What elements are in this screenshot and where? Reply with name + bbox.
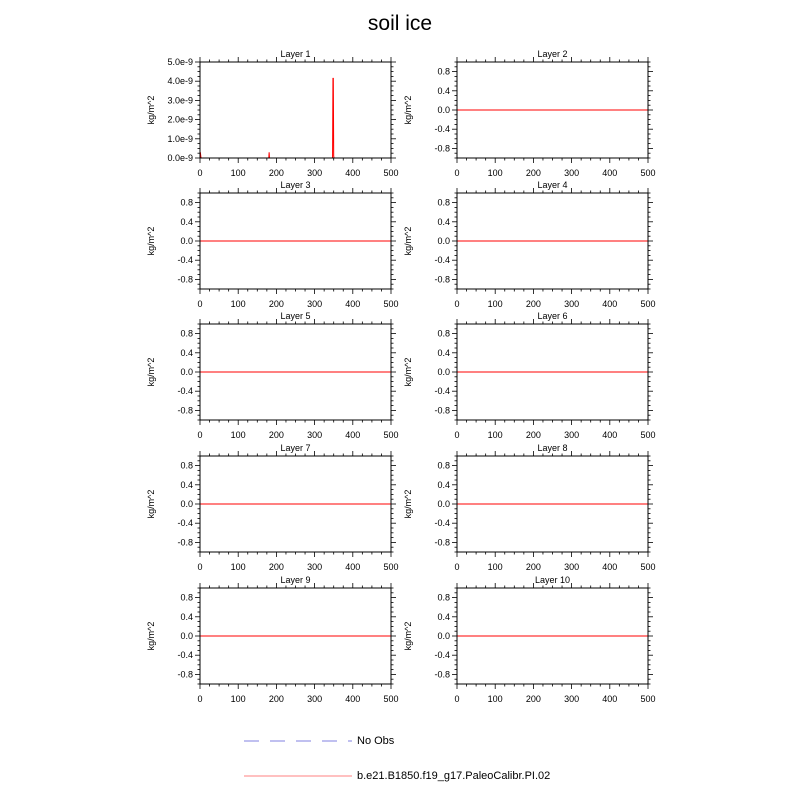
layer-1-title: Layer 1 <box>280 49 311 59</box>
x-tick-label: 400 <box>602 562 618 572</box>
x-tick-label: 0 <box>197 168 203 178</box>
layer-9-panel <box>146 575 399 704</box>
x-tick-label: 300 <box>307 694 323 704</box>
layer-6-ylabel: kg/m^2 <box>403 357 413 387</box>
y-tick-label: -0.4 <box>434 650 450 661</box>
layer-2-title: Layer 2 <box>537 49 568 59</box>
x-tick-label: 400 <box>345 694 361 704</box>
layer-1-ylabel: kg/m^2 <box>146 95 156 125</box>
y-tick-label: 0.8 <box>437 592 450 603</box>
y-tick-label: 0.4 <box>437 216 450 227</box>
x-tick-label: 500 <box>383 694 399 704</box>
x-tick-label: 0 <box>454 299 460 309</box>
y-tick-label: -0.4 <box>177 386 193 397</box>
y-tick-label: 0.8 <box>180 328 193 339</box>
y-tick-label: 0.0 <box>180 367 193 377</box>
x-tick-label: 0 <box>197 430 203 440</box>
x-tick-label: 0 <box>454 562 460 572</box>
x-tick-label: 400 <box>602 299 618 309</box>
layer-8-ylabel: kg/m^2 <box>403 489 413 519</box>
y-tick-label: 3.0e-9 <box>167 95 193 106</box>
x-tick-label: 500 <box>640 562 656 572</box>
y-tick-label: -0.8 <box>434 537 450 548</box>
y-tick-label: 0.4 <box>437 85 450 96</box>
x-tick-label: 200 <box>525 299 541 309</box>
y-tick-label: 1.0e-9 <box>167 133 193 144</box>
x-tick-label: 0 <box>197 299 203 309</box>
x-tick-label: 100 <box>487 430 503 440</box>
layer-7-title: Layer 7 <box>280 443 311 453</box>
x-tick-label: 300 <box>564 168 580 178</box>
y-tick-label: 2.0e-9 <box>167 114 193 125</box>
layer-4-title: Layer 4 <box>537 180 568 190</box>
x-tick-label: 500 <box>383 562 399 572</box>
x-tick-label: 200 <box>525 694 541 704</box>
y-tick-label: 0.8 <box>180 460 193 471</box>
y-tick-label: -0.4 <box>434 386 450 397</box>
x-tick-label: 500 <box>383 168 399 178</box>
x-tick-label: 100 <box>230 430 246 440</box>
x-tick-label: 0 <box>454 430 460 440</box>
x-tick-label: 200 <box>268 299 284 309</box>
layer-8-title: Layer 8 <box>537 443 568 453</box>
x-tick-label: 0 <box>454 168 460 178</box>
layer-10-panel <box>403 575 656 704</box>
x-tick-label: 100 <box>487 168 503 178</box>
y-tick-label: 0.0 <box>437 367 450 377</box>
layer-3-title: Layer 3 <box>280 180 311 190</box>
y-tick-label: -0.8 <box>177 669 193 680</box>
layer-2-ylabel: kg/m^2 <box>403 95 413 125</box>
layer-1-panel <box>146 49 399 178</box>
x-tick-label: 300 <box>564 299 580 309</box>
x-tick-label: 0 <box>197 694 203 704</box>
y-tick-label: -0.4 <box>434 255 450 266</box>
x-tick-label: 300 <box>307 168 323 178</box>
legend-label-no-obs: No Obs <box>357 735 395 747</box>
x-tick-label: 200 <box>268 168 284 178</box>
x-tick-label: 400 <box>345 562 361 572</box>
x-tick-label: 400 <box>345 299 361 309</box>
y-tick-label: 0.8 <box>437 460 450 471</box>
y-tick-label: 0.4 <box>437 347 450 358</box>
y-tick-label: -0.4 <box>177 650 193 661</box>
layer-3-panel <box>146 180 399 309</box>
layer-2-panel <box>403 49 656 178</box>
layer-6-panel <box>403 311 656 440</box>
y-tick-label: 0.4 <box>437 611 450 622</box>
layer-10-ylabel: kg/m^2 <box>403 621 413 651</box>
y-tick-label: 0.8 <box>437 197 450 208</box>
x-tick-label: 100 <box>230 694 246 704</box>
layer-7-ylabel: kg/m^2 <box>146 489 156 519</box>
layer-8-panel <box>403 443 656 572</box>
x-tick-label: 300 <box>564 430 580 440</box>
x-tick-label: 0 <box>454 694 460 704</box>
y-tick-label: 0.0 <box>437 105 450 115</box>
y-tick-label: 0.0 <box>180 631 193 641</box>
x-tick-label: 500 <box>640 430 656 440</box>
layer-4-panel <box>403 180 656 309</box>
y-tick-label: -0.4 <box>177 518 193 529</box>
layer-5-ylabel: kg/m^2 <box>146 357 156 387</box>
x-tick-label: 200 <box>525 430 541 440</box>
x-tick-label: 500 <box>383 430 399 440</box>
y-tick-label: 0.4 <box>180 347 193 358</box>
figure-title: soil ice <box>367 12 433 35</box>
x-tick-label: 200 <box>268 430 284 440</box>
x-tick-label: 400 <box>602 168 618 178</box>
x-tick-label: 100 <box>230 168 246 178</box>
y-tick-label: 0.8 <box>437 66 450 77</box>
x-tick-label: 100 <box>230 299 246 309</box>
y-tick-label: -0.8 <box>177 405 193 416</box>
layer-5-panel <box>146 311 399 440</box>
x-tick-label: 400 <box>345 168 361 178</box>
y-tick-label: 0.4 <box>180 216 193 227</box>
layer-7-panel <box>146 443 399 572</box>
x-tick-label: 500 <box>640 299 656 309</box>
y-tick-label: -0.4 <box>177 255 193 266</box>
x-tick-label: 300 <box>564 562 580 572</box>
x-tick-label: 500 <box>383 299 399 309</box>
y-tick-label: -0.8 <box>177 274 193 285</box>
x-tick-label: 100 <box>230 562 246 572</box>
x-tick-label: 300 <box>564 694 580 704</box>
x-tick-label: 200 <box>268 562 284 572</box>
y-tick-label: 0.0 <box>180 499 193 509</box>
layer-6-title: Layer 6 <box>537 311 568 321</box>
x-tick-label: 400 <box>602 694 618 704</box>
layer-4-ylabel: kg/m^2 <box>403 226 413 256</box>
y-tick-label: 0.0 <box>437 236 450 246</box>
x-tick-label: 300 <box>307 430 323 440</box>
y-tick-label: 0.4 <box>180 479 193 490</box>
y-tick-label: 0.0 <box>437 631 450 641</box>
x-tick-label: 200 <box>525 562 541 572</box>
y-tick-label: -0.8 <box>177 537 193 548</box>
y-tick-label: 0.8 <box>180 592 193 603</box>
layer-1-plot-frame <box>200 62 391 158</box>
y-tick-label: -0.8 <box>434 405 450 416</box>
x-tick-label: 100 <box>487 299 503 309</box>
layer-1-series-line <box>200 78 391 158</box>
layer-5-title: Layer 5 <box>280 311 311 321</box>
y-tick-label: 0.4 <box>437 479 450 490</box>
x-tick-label: 100 <box>487 562 503 572</box>
y-tick-label: -0.8 <box>434 143 450 154</box>
x-tick-label: 200 <box>268 694 284 704</box>
y-tick-label: -0.4 <box>434 518 450 529</box>
y-tick-label: -0.8 <box>434 274 450 285</box>
y-tick-label: 0.8 <box>437 328 450 339</box>
y-tick-label: 0.0e-9 <box>167 153 193 163</box>
y-tick-label: 4.0e-9 <box>167 76 193 87</box>
y-tick-label: -0.4 <box>434 124 450 135</box>
y-tick-label: 0.0 <box>180 236 193 246</box>
y-tick-label: -0.8 <box>434 669 450 680</box>
y-tick-label: 5.0e-9 <box>167 57 193 67</box>
layer-9-title: Layer 9 <box>280 575 311 585</box>
y-tick-label: 0.8 <box>180 197 193 208</box>
x-tick-label: 500 <box>640 168 656 178</box>
x-tick-label: 300 <box>307 562 323 572</box>
y-tick-label: 0.4 <box>180 611 193 622</box>
legend-label-model-run: b.e21.B1850.f19_g17.PaleoCalibr.PI.02 <box>357 770 551 782</box>
x-tick-label: 400 <box>345 430 361 440</box>
x-tick-label: 400 <box>602 430 618 440</box>
y-tick-label: 0.0 <box>437 499 450 509</box>
x-tick-label: 500 <box>640 694 656 704</box>
layer-9-ylabel: kg/m^2 <box>146 621 156 651</box>
layer-10-title: Layer 10 <box>534 575 571 585</box>
x-tick-label: 100 <box>487 694 503 704</box>
x-tick-label: 200 <box>525 168 541 178</box>
x-tick-label: 300 <box>307 299 323 309</box>
x-tick-label: 0 <box>197 562 203 572</box>
layer-3-ylabel: kg/m^2 <box>146 226 156 256</box>
